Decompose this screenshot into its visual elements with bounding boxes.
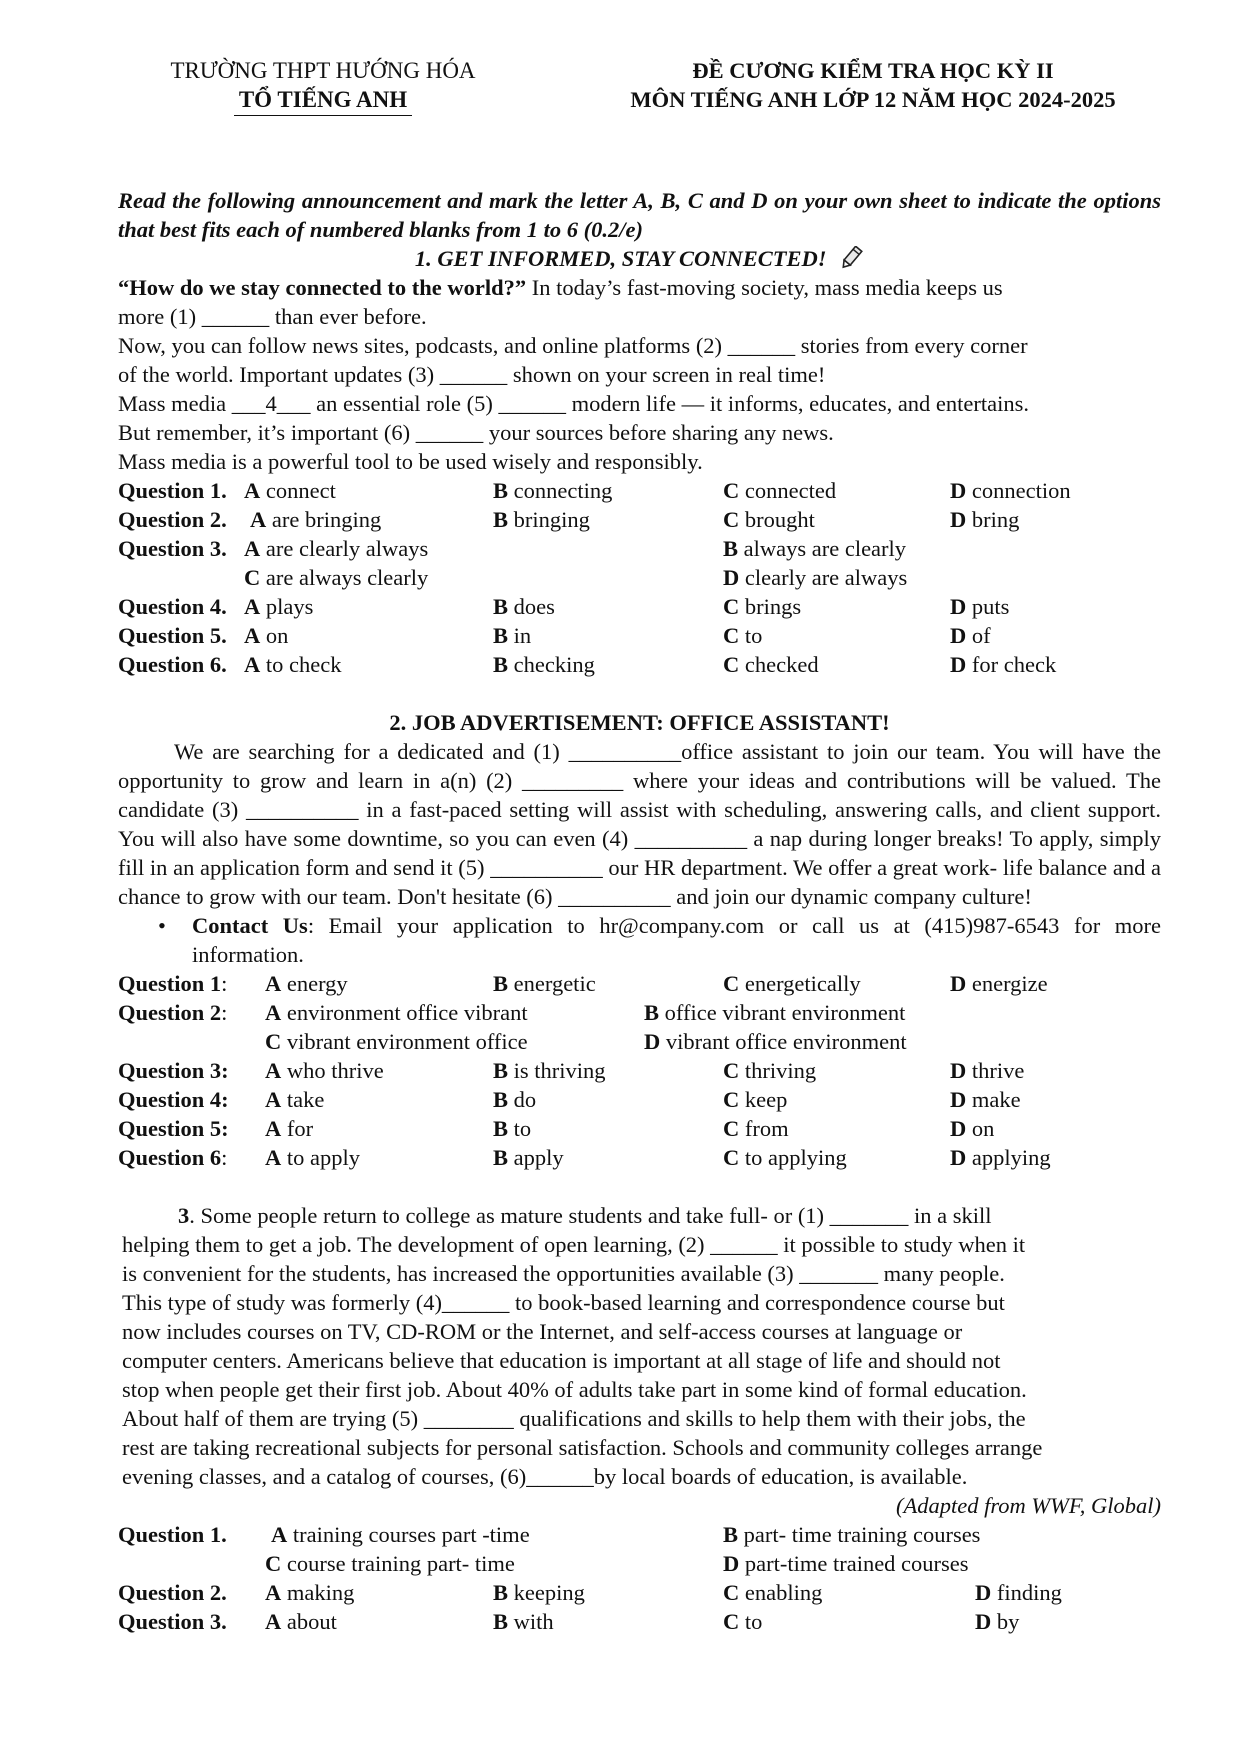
department-name: TỔ TIẾNG ANH: [238, 87, 408, 112]
option-a: A about: [265, 1609, 337, 1634]
section2-paragraph: We are searching for a dedicated and (1) __________office assistant to join our team. You will have the opportunity to grow and learn in a(n) (2) _________ where your ideas and contributions will be valued. The candidate (3) __________ in a fast-paced setting will assist with scheduling, answering calls, and client support. You will also have some downtime, so you can even (4) __________ a nap during longer breaks! To apply, simply fill in an application form and send it (5) __________ our HR department. We offer a great work- life balance and a chance to grow with our team. Don't hesitate (6) __________ and join our dynamic company culture!: [118, 739, 1161, 909]
question-label: Question 3.: [118, 1609, 227, 1634]
section3-line: stop when people get their first job. About 40% of adults take part in some kind of formal education.: [122, 1377, 1027, 1402]
option-d: D energize: [950, 971, 1048, 996]
question-label: Question 3.: [118, 536, 227, 561]
question-row: [118, 1520, 1161, 1549]
option-d: D clearly are always: [723, 565, 908, 590]
option-b: B is thriving: [493, 1058, 606, 1083]
source-citation: (Adapted from WWF, Global): [896, 1493, 1161, 1518]
section2-questions: [118, 969, 1161, 1172]
question-row: [118, 534, 1161, 563]
option-a: A take: [265, 1087, 325, 1112]
option-d: D finding: [975, 1580, 1062, 1605]
question-label: Question 4.: [118, 594, 227, 619]
section1-paragraph: [118, 273, 1161, 302]
question-label: Question 1.: [118, 478, 227, 503]
option-c: C checked: [723, 652, 819, 677]
section3-line: computer centers. Americans believe that education is important at all stage of life and should not: [122, 1348, 1001, 1373]
option-b: B connecting: [493, 478, 613, 503]
instruction: Read the following announcement and mark the letter A, B, C and D on your own sheet to indicate the options that best fits each of numbered blanks from 1 to 6 (0.2/e): [118, 188, 1161, 242]
option-a: A to check: [244, 652, 342, 677]
question-label: Question 5.: [118, 623, 227, 648]
section1-line: of the world. Important updates (3) ______ shown on your screen in real time!: [118, 362, 826, 387]
option-b: B checking: [493, 652, 595, 677]
section1-line: But remember, it’s important (6) ______ your sources before sharing any news.: [118, 420, 834, 445]
option-b: B apply: [493, 1145, 564, 1170]
option-a: A to apply: [265, 1145, 360, 1170]
section1-title-text: 1. GET INFORMED, STAY CONNECTED!: [414, 246, 827, 271]
option-a: A plays: [244, 594, 314, 619]
option-c: C thriving: [723, 1058, 817, 1083]
pencil-icon: [838, 246, 864, 270]
option-d: D on: [950, 1116, 995, 1141]
option-c: C brought: [723, 507, 815, 532]
question-row: [118, 621, 1161, 650]
option-a: A environment office vibrant: [265, 1000, 528, 1025]
question-label: Question 2:: [118, 1000, 228, 1025]
option-c: C are always clearly: [244, 565, 429, 590]
option-c: C enabling: [723, 1580, 823, 1605]
option-b: B office vibrant environment: [644, 1000, 906, 1025]
question-row: [118, 1607, 1161, 1636]
question-row: [118, 1143, 1161, 1172]
question-row: [118, 1578, 1161, 1607]
option-b: B with: [493, 1609, 554, 1634]
header-left: [158, 56, 488, 116]
option-a: A connect: [244, 478, 336, 503]
option-b: B energetic: [493, 971, 596, 996]
option-a: A who thrive: [265, 1058, 384, 1083]
document-subtitle: MÔN TIẾNG ANH LỚP 12 NĂM HỌC 2024-2025: [630, 87, 1116, 112]
question-row: [118, 505, 1161, 534]
contact-label: Contact Us: [192, 913, 308, 938]
option-a: A are bringing: [250, 507, 382, 532]
bullet-icon: •: [158, 913, 166, 938]
question-label: Question 2.: [118, 507, 227, 532]
question-row: [118, 1549, 1161, 1578]
option-c: C to: [723, 623, 763, 648]
question-label: Question 1:: [118, 971, 228, 996]
option-a: A making: [265, 1580, 355, 1605]
option-c: C energetically: [723, 971, 861, 996]
question-row: [118, 998, 1161, 1027]
section3-line: helping them to get a job. The development of open learning, (2) ______ it possible to study when it: [122, 1232, 1026, 1257]
option-d: D thrive: [950, 1058, 1025, 1083]
contact-bullet: [118, 911, 1161, 969]
option-d: D of: [950, 623, 991, 648]
section1-line: Mass media is a powerful tool to be used wisely and responsibly.: [118, 449, 703, 474]
question-label: Question 3:: [118, 1058, 229, 1083]
option-c: C vibrant environment office: [265, 1029, 528, 1054]
option-b: B part- time training courses: [723, 1522, 981, 1547]
question-label: Question 4:: [118, 1087, 229, 1112]
option-d: D vibrant office environment: [644, 1029, 907, 1054]
section1-line: Mass media ___4___ an essential role (5) ______ modern life — it informs, educates, and entertains.: [118, 391, 1030, 416]
section3-line: evening classes, and a catalog of courses, (6)______by local boards of education, is available.: [122, 1464, 968, 1489]
question-row: [118, 1027, 1161, 1056]
section3-questions: [118, 1520, 1161, 1636]
option-d: D make: [950, 1087, 1021, 1112]
section3-number: 3: [178, 1203, 190, 1228]
section3-line: 3. Some people return to college as mature students and take full- or (1) _______ in a skill: [178, 1203, 992, 1228]
option-a: A are clearly always: [244, 536, 429, 561]
page-header: [118, 56, 1161, 118]
section3-line: About half of them are trying (5) ________ qualifications and skills to help them with their jobs, the: [122, 1406, 1026, 1431]
option-b: B in: [493, 623, 532, 648]
option-d: D connection: [950, 478, 1071, 503]
section3-line: This type of study was formerly (4)______ to book-based learning and correspondence course but: [122, 1290, 1005, 1315]
option-c: C keep: [723, 1087, 788, 1112]
option-b: B do: [493, 1087, 537, 1112]
section3-line: is convenient for the students, has increased the opportunities available (3) _______ many people.: [122, 1261, 1005, 1286]
question-label: Question 5:: [118, 1116, 229, 1141]
section2-title: 2. JOB ADVERTISEMENT: OFFICE ASSISTANT!: [389, 710, 890, 735]
question-row: [118, 563, 1161, 592]
document-title: ĐỀ CƯƠNG KIỂM TRA HỌC KỲ II: [692, 58, 1054, 83]
option-a: A training courses part -time: [271, 1522, 530, 1547]
question-row: [118, 650, 1161, 679]
section1-line: Now, you can follow news sites, podcasts, and online platforms (2) ______ stories from every corner: [118, 333, 1028, 358]
option-d: D part-time trained courses: [723, 1551, 969, 1576]
question-row: [118, 476, 1161, 505]
section1-lead-question: “How do we stay connected to the world?”: [118, 275, 527, 300]
department-underline: [234, 115, 412, 116]
header-right: [573, 56, 1173, 114]
question-label: Question 6:: [118, 1145, 228, 1170]
question-label: Question 2.: [118, 1580, 227, 1605]
section1-lead-rest: In today’s fast-moving society, mass media keeps us: [526, 275, 1003, 300]
question-row: [118, 592, 1161, 621]
option-d: D for check: [950, 652, 1057, 677]
section1-title: [118, 244, 1161, 273]
question-label: Question 1.: [118, 1522, 227, 1547]
option-d: D by: [975, 1609, 1020, 1634]
option-c: C to applying: [723, 1145, 847, 1170]
question-row: [118, 969, 1161, 998]
question-row: [118, 1056, 1161, 1085]
option-a: A on: [244, 623, 289, 648]
option-c: C course training part- time: [265, 1551, 515, 1576]
option-b: B to: [493, 1116, 532, 1141]
question-label: Question 6.: [118, 652, 227, 677]
section3-paragraph: [118, 1201, 1161, 1520]
question-row: [118, 1114, 1161, 1143]
option-b: B always are clearly: [723, 536, 907, 561]
option-a: A energy: [265, 971, 348, 996]
section1-line: more (1) ______ than ever before.: [118, 304, 427, 329]
section3-line: rest are taking recreational subjects for personal satisfaction. Schools and community colleges arrange: [122, 1435, 1043, 1460]
option-c: C connected: [723, 478, 837, 503]
option-c: C from: [723, 1116, 789, 1141]
option-d: D applying: [950, 1145, 1051, 1170]
option-c: C to: [723, 1609, 763, 1634]
section3-line: now includes courses on TV, CD-ROM or the Internet, and self-access courses at language or: [122, 1319, 963, 1344]
option-b: B keeping: [493, 1580, 585, 1605]
question-row: [118, 1085, 1161, 1114]
school-name: TRƯỜNG THPT HƯỚNG HÓA: [170, 58, 476, 83]
section1-questions: [118, 476, 1161, 679]
option-b: B bringing: [493, 507, 590, 532]
option-d: D bring: [950, 507, 1020, 532]
option-a: A for: [265, 1116, 314, 1141]
option-d: D puts: [950, 594, 1010, 619]
option-b: B does: [493, 594, 555, 619]
contact-text: : Email your application to hr@company.com or call us at (415)987-6543 for more information.: [192, 913, 1161, 967]
option-c: C brings: [723, 594, 802, 619]
